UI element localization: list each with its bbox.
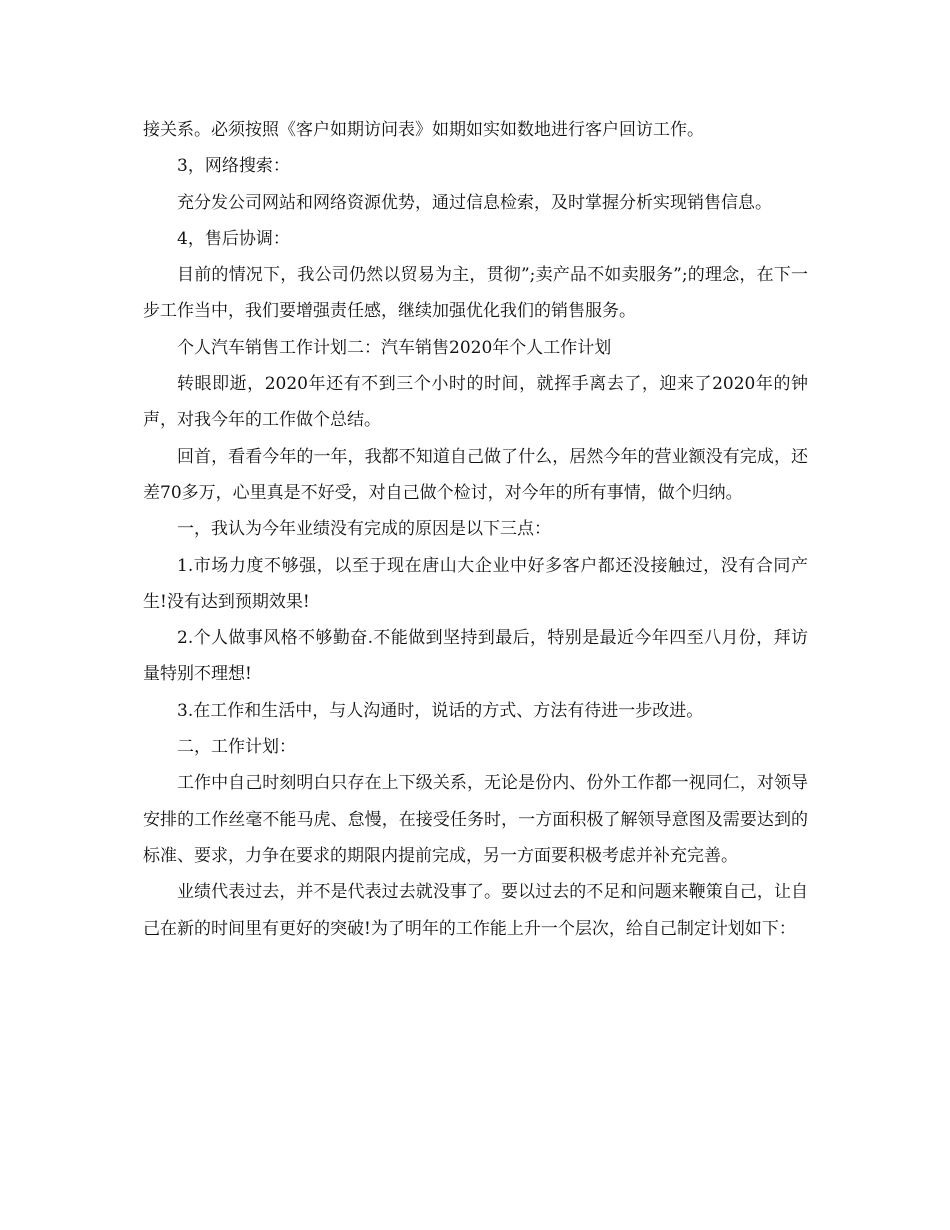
paragraph: 2.个人做事风格不够勤奋.不能做到坚持到最后，特别是最近今年四至八月份，拜访量特别不理想! — [143, 628, 808, 685]
paragraph: 3，网络搜索： — [177, 156, 290, 177]
paragraph: 回首，看看今年的一年，我都不知道自己做了什么，居然今年的营业额没有完成，还差70多万，心里真是不好受，对自己做个检讨，对今年的所有事情，做个归纳。 — [143, 446, 808, 503]
paragraph: 个人汽车销售工作计划二：汽车销售2020年个人工作计划 — [177, 337, 612, 358]
paragraph: 接关系。必须按照《客户如期访问表》如期如实如数地进行客户回访工作。 — [143, 120, 704, 140]
paragraph: 业绩代表过去，并不是代表过去就没事了。要以过去的不足和问题来鞭策自己，让自己在新的时间里有更好的突破!为了明年的工作能上升一个层次，给自己制定计划如下： — [143, 882, 808, 939]
paragraph: 4，售后协调： — [177, 228, 290, 249]
paragraph: 3.在工作和生活中，与人沟通时，说话的方式、方法有待进一步改进。 — [177, 700, 704, 721]
paragraph: 二，工作计划： — [177, 737, 296, 758]
paragraph: 工作中自己时刻明白只存在上下级关系，无论是份内、份外工作都一视同仁，对领导安排的工作丝毫不能马虎、怠慢，在接受任务时，一方面积极了解领导意图及需要达到的标准、要求，力争在要求的期限内提前完成，另一方面要积极考虑并补充完善。 — [143, 773, 808, 866]
paragraph: 目前的情况下，我公司仍然以贸易为主，贯彻”;卖产品不如卖服务”;的理念，在下一步工作当中，我们要增强责任感，继续加强优化我们的销售服务。 — [143, 265, 808, 322]
paragraph: 一，我认为今年业绩没有完成的原因是以下三点： — [177, 519, 551, 540]
paragraph: 转眼即逝，2020年还有不到三个小时的时间，就挥手离去了，迎来了2020年的钟声，对我今年的工作做个总结。 — [143, 374, 808, 431]
document-body — [143, 112, 808, 947]
paragraph: 充分发公司网站和网络资源优势，通过信息检索，及时掌握分析实现销售信息。 — [177, 192, 772, 213]
paragraph: 1.市场力度不够强，以至于现在唐山大企业中好多客户都还没接触过，没有合同产生!没有达到预期效果! — [143, 555, 808, 612]
